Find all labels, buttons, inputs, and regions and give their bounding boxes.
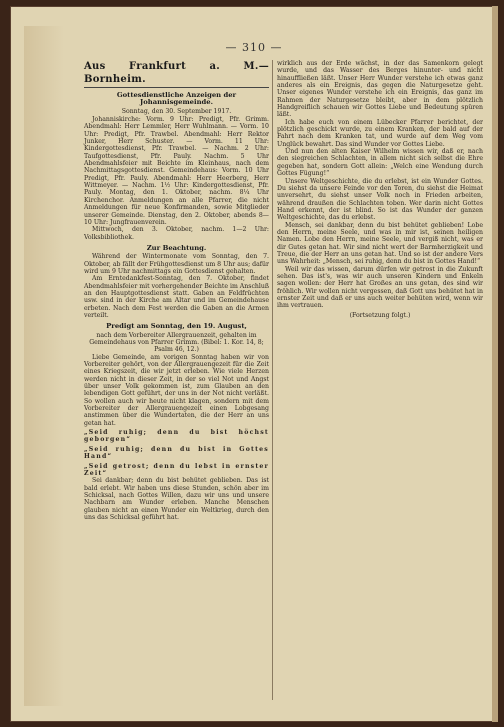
right-text-3: Und nun den alten Kaiser Wilhelm wissen wir, daß er, nach den siegreichen Schlachten, in allem nicht sich selbst die Ehre gegeben hat, sondern Gott allein: „Welch eine Wendung durch Gottes Fügung!“ [277,148,483,178]
right-text-6: Weil wir das wissen, darum dürfen wir getrost in die Zukunft sehen. Das ist's, was wir auch unseren Kindern und Enkeln sagen wollen: der Herr hat Großes an uns getan, des sind wir fröhlich. Wir wollen nicht vergessen, daß Gott uns behütet hat in ernster Zeit und daß er uns auch weiter behüten wird, wenn wir ihm vertrauen. [277,265,483,310]
sermon-quote-2: „Seid getrost; denn du lebst in ernster Zeit“ [84,462,269,477]
services-wednesday: Mittwoch, den 3. Oktober, nachm. 1—2 Uhr: Volksbibliothek. [84,226,269,241]
notice-title: Zur Beachtung. [146,243,207,252]
notice-text-2: Am Erntedankfest-Sonntag, den 7. Oktober, findet Abendmahlsfeier mit vorhergehender Beichte im Anschluß an den Hauptgottesdienst statt. Gaben an Feldfrüchten usw. sind in der Kirche am Altar und im Gemeindehause erbeten. Nach dem Fest werden die Gaben an die Armen verteilt. [84,275,269,319]
right-text-4: Unsere Weltgeschichte, die du erlebst, ist ein Wunder Gottes. Du siehst da unsere Feinde vor den Toren, du siehst die Heimat unversehrt, du siehst unser Volk noch in Frieden arbeiten, während draußen die Schlachten toben. Wer darin nicht Gottes Hand erkennt, der ist blind. So ist das Wunder der ganzen Weltgeschichte, das du erlebst. [277,177,483,222]
sermon-quote-1: „Seid ruhig; denn du bist höchst geborgen“ [84,429,269,444]
left-column [84,60,269,521]
newspaper-page [10,6,498,722]
right-text-2: Ich habe euch von einem Lübecker Pfarrer berichtet, der plötzlich geschickt wurde, zu einem Kranken, der bald auf der Fahrt nach dem Kranken tat, und wurde auf dem Weg vom Unglück bewahrt. Das sind Wunder vor Gottes Liebe. [277,118,483,148]
right-column [277,60,483,319]
services-text: Johanniskirche: Vorm. 9 Uhr: Predigt, Pfr. Grimm. Abendmahl: Herr Lemmler, Herr Wuhlmann. — Vorm. 10 Uhr: Predigt, Pfr. Trawbel. Abendmahl: Herr Rektor Junker, Herr Schuster. — Vorm. 11 Uhr: Kindergottesdienst, Pfr. Trawbel. — Nachm. 2 Uhr: Taufgottesdienst, Pfr. Pauly. Nachm. 5 Uhr Abendmahlsfeier mit Beichte im Kleinhaus, nach dem Nachmittagsgottesdienst. Gemeindehaus: Vorm. 10 Uhr Predigt, Pfr. Pauly. Abendmahl: Herr Heerberg, Herr Wittmeyer. — Nachm. 1½ Uhr: Kindergottesdienst, Pfr. Pauly. Montag, den 1. Oktober, nachm. 8¼ Uhr Kirchenchor. Anmeldungen an alle Pfarrer, die nicht Anmeldungen für neue Konfirmanden, sowie Mitglieder unserer Gemeinde. Dienstag, den 2. Oktober, abends 8—10 Uhr: Jungfrauenverein. [84,116,269,226]
page-number: — 310 — [225,41,283,54]
services-date: Sonntag, den 30. September 1917. [121,107,232,115]
continued-note: (Fortsetzung folgt.) [349,311,411,319]
sermon-subtitle: nach dem Vorbereiter Allergrauenzeit, gehalten im Gemeindehaus von Pfarrer Grimm. (Bibel: 1. Kor. 14, 8; Psalm 46, 12.) [89,331,264,354]
sermon-text: Liebe Gemeinde, am vorigen Sonntag haben wir von Vorbereiter gehört, von der Allergrauengezeit für die Zeit eines Kriegszeit, die wir jetzt erleben. Wie viele Herzen werden nicht in dieser Zeit, in der so viel Not und Angst über unser Volk gekommen ist, zum Glauben an den lebendigen Gott geführt, der uns in der Not nicht verläßt. So wollen auch wir heute nicht klagen, sondern mit dem Vorbereiter der Allergrauengezeit einen Lobgesang anstimmen über die Wundertaten, die der Herr an uns getan hat. [84,353,269,427]
section-header: Aus Frankfurt a. M.—Bornheim. [84,60,269,88]
page-stain [24,26,64,706]
services-title: Gottesdienstliche Anzeigen der Johannisgemeinde. [116,91,237,107]
notice-text-1: Während der Wintermonate vom Sonntag, den 7. Oktober, ab fällt der Frühgottesdienst um 8 Uhr aus; dafür wird um 9 Uhr nachmittags ein Gottesdienst gehalten. [84,253,269,275]
column-divider [272,60,273,700]
right-text-5: Mensch, sei dankbar, denn du bist behütet geblieben! Lobe den Herrn, meine Seele, und was in mir ist, seinen heiligen Namen. Lobe den Herrn, meine Seele, und vergiß nicht, was er dir Gutes getan hat. Wir sind nicht wert der Barmherzigkeit und Treue, die der Herr an uns getan hat. Und so ist der andere Vers uns Wahrheit: „Mensch, sei ruhig, denn du bist in Gottes Hand!“ [277,221,483,266]
sermon-text-end: Sei dankbar; denn du bist behütet geblieben. Das ist bald erlebt. Wir haben uns diese Stunden, schön aber im Schicksal, nach Gottes Willen, dazu wir uns und unsere Nachbarn am Wunder erleben. Manche Menschen glauben nicht an einen Wunder ein Weltkrieg, durch den uns das Schicksal geführt hat. [84,477,269,521]
sermon-title: Predigt am Sonntag, den 19. August, [106,322,247,331]
sermon-quote-1-full: „Seid ruhig; denn du bist in Gottes Hand“ [84,445,269,461]
right-text-1: wirklich aus der Erde wächst, in der das Samenkorn gelegt wurde, und das Wasser des Berges hinunter- und nicht hinauffließen läßt. Unser Herr Wunder verstehe ich etwas ganz anderes als ein Ereignis, das gegen die Naturgesetze geht. Unser eigenes Wunder verstehe ich ein Ereignis, das ganz im Rahmen der Naturgesetze bleibt, aber in dem plötzlich Handgreiflich schauen wir Gottes Liebe und Bedeutung spüren läßt. [277,60,483,119]
binding-edge [492,6,498,722]
